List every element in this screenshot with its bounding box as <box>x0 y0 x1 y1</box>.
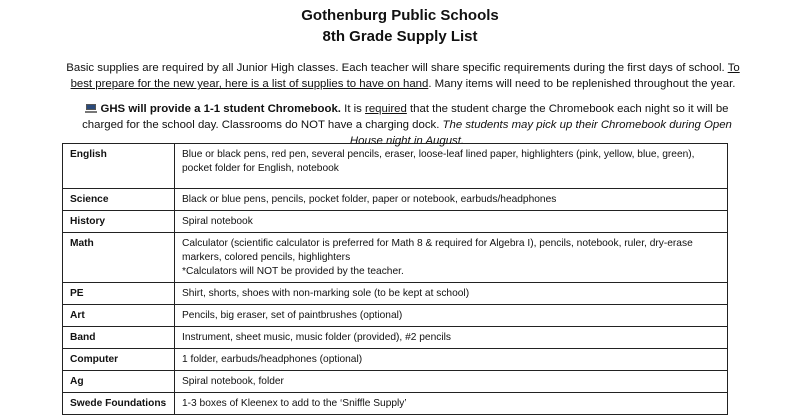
table-row <box>63 327 728 349</box>
subject-cell: Art <box>63 305 175 327</box>
notice-italic-text: The students may pick up their Chromebook during Open House night in August. <box>349 119 732 147</box>
intro-text-end: . Many items will need to be replenished throughout the year. <box>428 78 736 90</box>
subject-cell: Computer <box>63 349 175 371</box>
notice-text-pre: It is <box>340 103 366 115</box>
supplies-text: Blue or black pens, red pen, several pencils, eraser, loose-leaf lined paper, highlighters (pink, yellow, blue, green), pocket folder for English, notebook <box>182 149 695 174</box>
table-row <box>63 349 728 371</box>
supplies-note: *Calculators will NOT be provided by the teacher. <box>182 266 404 277</box>
laptop-icon <box>85 104 97 113</box>
notice-required-text: required <box>365 103 407 115</box>
notice-bold-text: GHS will provide a 1-1 student Chromebook. <box>100 103 341 115</box>
subject-cell: English <box>63 144 175 189</box>
table-row <box>63 393 728 415</box>
supplies-text: Calculator (scientific calculator is preferred for Math 8 & required for Algebra I), pencils, notebook, ruler, dry-erase markers, colored pencils, highlighters <box>182 238 693 263</box>
table-row <box>63 189 728 211</box>
subject-cell: PE <box>63 283 175 305</box>
supplies-cell: Black or blue pens, pencils, pocket folder, paper or notebook, earbuds/headphones <box>175 189 728 211</box>
intro-underlined-text: To best prepare for the new year, here is a list of supplies to have on hand <box>70 62 740 90</box>
table-row <box>63 371 728 393</box>
chromebook-notice <box>72 101 742 149</box>
table-row <box>63 233 728 283</box>
supplies-cell: Shirt, shorts, shoes with non-marking sole (to be kept at school) <box>175 283 728 305</box>
subject-cell: Swede Foundations <box>63 393 175 415</box>
table-row <box>63 211 728 233</box>
supplies-cell <box>175 144 728 189</box>
subject-cell: Band <box>63 327 175 349</box>
supplies-cell: Instrument, sheet music, music folder (provided), #2 pencils <box>175 327 728 349</box>
supplies-cell: Pencils, big eraser, set of paintbrushes (optional) <box>175 305 728 327</box>
subject-cell: Science <box>63 189 175 211</box>
supplies-cell: Spiral notebook <box>175 211 728 233</box>
intro-paragraph <box>58 60 748 92</box>
supplies-cell: Spiral notebook, folder <box>175 371 728 393</box>
notice-text-post: that the student charge the Chromebook each night so it will be charged for the school day. Classrooms do NOT have a charging dock. <box>82 103 729 131</box>
intro-text: Basic supplies are required by all Junior High classes. Each teacher will share specific requirements during the first days of school. <box>66 62 725 74</box>
supplies-cell: 1-3 boxes of Kleenex to add to the ‘Sniffle Supply’ <box>175 393 728 415</box>
supply-table <box>62 143 728 415</box>
subject-cell: Ag <box>63 371 175 393</box>
school-name-title: Gothenburg Public Schools <box>301 7 499 24</box>
supplies-cell <box>175 233 728 283</box>
grade-list-title: 8th Grade Supply List <box>322 28 478 45</box>
table-row <box>63 283 728 305</box>
subject-cell: History <box>63 211 175 233</box>
table-row <box>63 305 728 327</box>
table-row <box>63 144 728 189</box>
supplies-cell: 1 folder, earbuds/headphones (optional) <box>175 349 728 371</box>
subject-cell: Math <box>63 233 175 283</box>
